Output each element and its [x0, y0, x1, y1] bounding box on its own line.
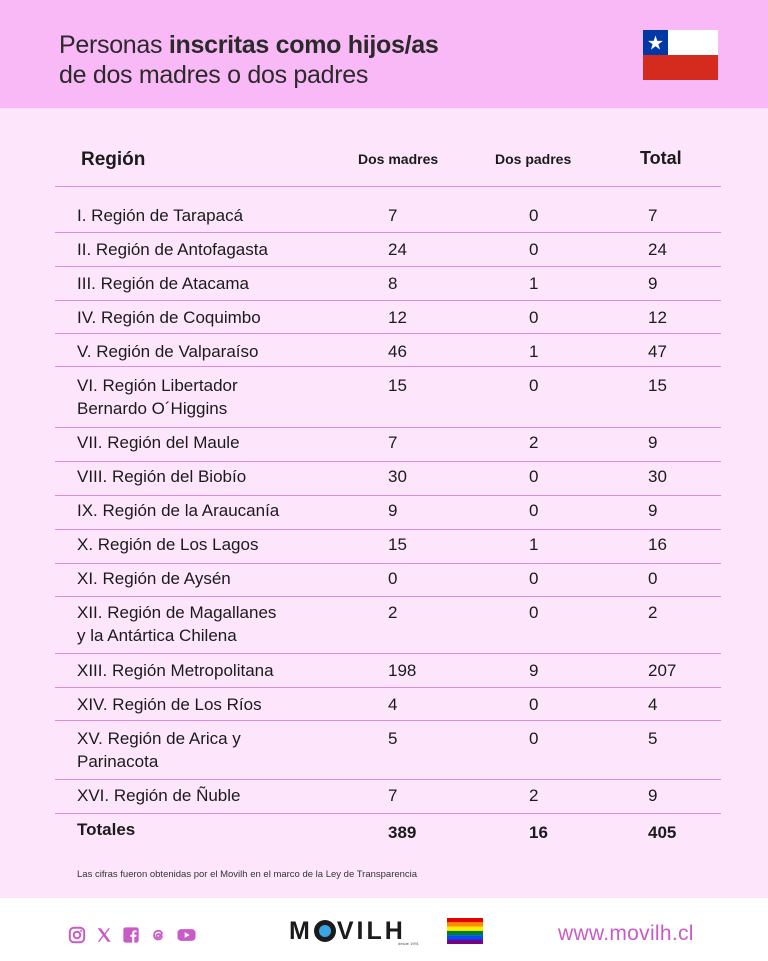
movilh-logo	[289, 917, 406, 946]
dos-padres-value: 2	[529, 433, 539, 452]
dos-madres-value: 15	[388, 376, 407, 395]
table-row-divider	[55, 427, 721, 428]
table-row-divider	[55, 300, 721, 301]
dos-padres-value: 0	[529, 603, 539, 622]
table-row-divider	[55, 779, 721, 780]
column-header-region: Región	[81, 149, 146, 170]
dos-madres-value: 8	[388, 274, 398, 293]
dos-padres-value: 0	[529, 569, 539, 588]
dos-madres-value: 198	[388, 661, 417, 680]
total-value: 9	[648, 274, 658, 293]
dos-padres-value: 2	[529, 786, 539, 805]
rainbow-flag-icon	[447, 918, 483, 944]
dos-madres-value: 7	[388, 206, 398, 225]
dos-padres-value: 1	[529, 535, 539, 554]
chile-flag-icon	[643, 30, 718, 80]
region-name: VI. Región Libertador	[77, 376, 238, 395]
total-value: 15	[648, 376, 667, 395]
total-value: 4	[648, 695, 658, 714]
table-row-divider	[55, 266, 721, 267]
region-name: VIII. Región del Biobío	[77, 467, 247, 486]
dos-padres-value: 0	[529, 695, 539, 714]
dos-padres-value: 1	[529, 342, 539, 361]
footnote: Las cifras fueron obtenidas por el Movilh en el marco de la Ley de Transparencia	[77, 869, 418, 880]
dos-madres-value: 7	[388, 786, 398, 805]
region-name: Parinacota	[77, 752, 159, 771]
dos-padres-value: 0	[529, 240, 539, 259]
totals-dos-padres: 16	[529, 823, 548, 842]
total-value: 24	[648, 240, 667, 259]
region-name: y la Antártica Chilena	[77, 626, 237, 645]
table-row-divider	[55, 596, 721, 597]
total-value: 47	[648, 342, 667, 361]
total-value: 2	[648, 603, 658, 622]
region-name: XIII. Región Metropolitana	[77, 661, 274, 680]
dos-madres-value: 24	[388, 240, 407, 259]
region-name: XIV. Región de Los Ríos	[77, 695, 262, 714]
dos-madres-value: 15	[388, 535, 407, 554]
table-row-divider	[55, 366, 721, 367]
region-name: Bernardo O´Higgins	[77, 399, 228, 418]
region-name: V. Región de Valparaíso	[77, 342, 259, 361]
table-row-divider	[55, 687, 721, 688]
dos-madres-value: 12	[388, 308, 407, 327]
title-normal-part: Personas	[59, 31, 169, 59]
table-row-divider	[55, 333, 721, 334]
dos-madres-value: 46	[388, 342, 407, 361]
logo-tagline: desde 1991	[398, 941, 419, 946]
table-row-divider	[55, 461, 721, 462]
region-name: X. Región de Los Lagos	[77, 535, 259, 554]
dos-madres-value: 5	[388, 729, 398, 748]
dos-padres-value: 1	[529, 274, 539, 293]
dos-padres-value: 0	[529, 501, 539, 520]
table-row-divider	[55, 529, 721, 530]
dos-padres-value: 0	[529, 467, 539, 486]
logo-text-right: VILH	[336, 917, 406, 945]
logo-text-left: M	[289, 917, 313, 945]
dos-padres-value: 0	[529, 308, 539, 327]
total-value: 0	[648, 569, 658, 588]
header-banner	[0, 0, 768, 108]
total-value: 30	[648, 467, 667, 486]
dos-padres-value: 0	[529, 729, 539, 748]
dos-padres-value: 0	[529, 376, 539, 395]
region-name: XVI. Región de Ñuble	[77, 786, 241, 805]
dos-madres-value: 9	[388, 501, 398, 520]
dos-madres-value: 30	[388, 467, 407, 486]
totals-total: 405	[648, 823, 677, 842]
region-name: III. Región de Atacama	[77, 274, 249, 293]
region-name: IV. Región de Coquimbo	[77, 308, 261, 327]
title-bold-part: inscritas como hijos/as	[168, 31, 439, 59]
dos-madres-value: 4	[388, 695, 398, 714]
x-icon[interactable]	[95, 926, 113, 944]
dos-padres-value: 9	[529, 661, 539, 680]
column-header-dos-padres: Dos padres	[495, 151, 572, 167]
facebook-icon[interactable]	[122, 926, 140, 944]
table-row-divider	[55, 232, 721, 233]
page-title	[59, 31, 438, 60]
table-row-divider	[55, 186, 721, 187]
column-header-dos-madres: Dos madres	[358, 151, 439, 167]
total-value: 9	[648, 501, 658, 520]
region-name: II. Región de Antofagasta	[77, 240, 268, 259]
page-subtitle: de dos madres o dos padres	[59, 61, 369, 89]
totals-label: Totales	[77, 820, 136, 839]
dos-padres-value: 0	[529, 206, 539, 225]
region-name: XI. Región de Aysén	[77, 569, 231, 588]
region-name: IX. Región de la Araucanía	[77, 501, 280, 520]
website-link[interactable]: www.movilh.cl	[558, 922, 694, 945]
region-name: XII. Región de Magallanes	[77, 603, 277, 622]
region-name: VII. Región del Maule	[77, 433, 240, 452]
dos-madres-value: 7	[388, 433, 398, 452]
total-value: 9	[648, 786, 658, 805]
total-value: 9	[648, 433, 658, 452]
instagram-icon[interactable]	[68, 926, 86, 944]
youtube-icon[interactable]	[176, 926, 197, 944]
threads-icon[interactable]	[149, 926, 167, 944]
total-value: 7	[648, 206, 658, 225]
table-row-divider	[55, 720, 721, 721]
dos-madres-value: 2	[388, 603, 398, 622]
total-value: 16	[648, 535, 667, 554]
total-value: 207	[648, 661, 677, 680]
logo-eye-icon	[314, 920, 336, 942]
dos-madres-value: 0	[388, 569, 398, 588]
total-value: 5	[648, 729, 658, 748]
table-row-divider	[55, 563, 721, 564]
total-value: 12	[648, 308, 667, 327]
table-row-divider	[55, 495, 721, 496]
region-name: I. Región de Tarapacá	[77, 206, 244, 225]
region-name: XV. Región de Arica y	[77, 729, 241, 748]
totals-dos-madres: 389	[388, 823, 417, 842]
social-icons	[68, 925, 197, 945]
table-row-divider	[55, 653, 721, 654]
column-header-total: Total	[640, 148, 682, 168]
table-row-divider	[55, 813, 721, 814]
